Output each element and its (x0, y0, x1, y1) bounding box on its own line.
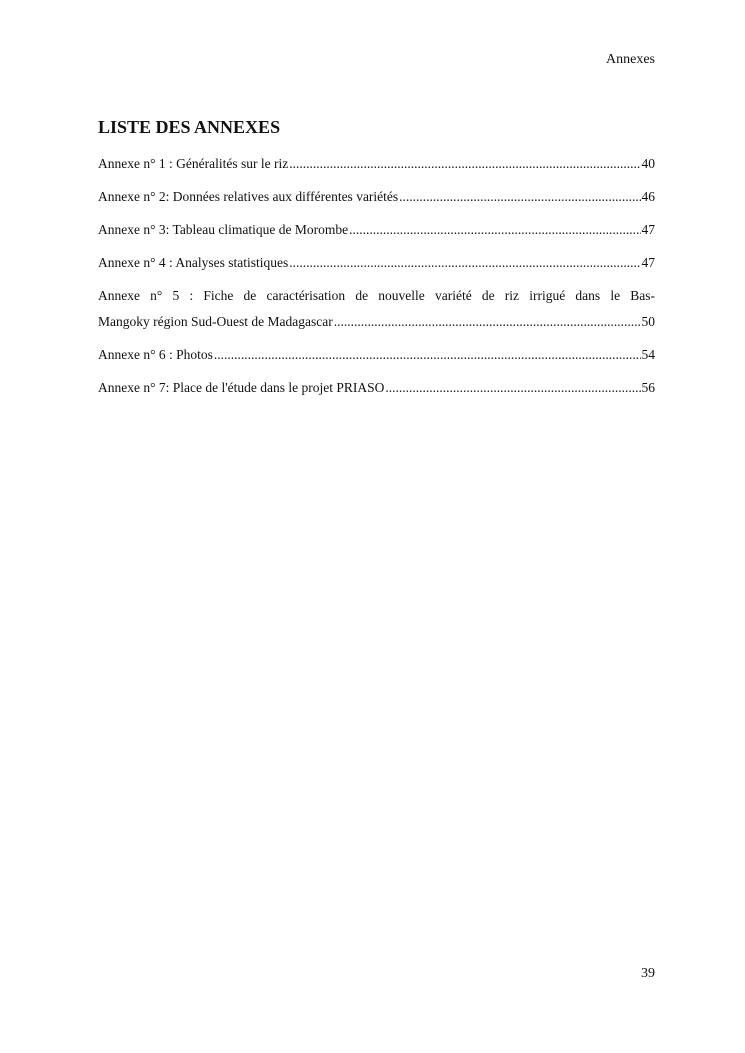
dot-leader (289, 250, 640, 276)
dot-leader (334, 309, 641, 335)
dot-leader (214, 342, 641, 368)
toc-entry-label: Annexe n° 4 : Analyses statistiques (98, 255, 289, 270)
dot-leader (385, 375, 640, 401)
page-title: LISTE DES ANNEXES (98, 117, 281, 137)
toc-entry-annexe-3[interactable] (98, 217, 655, 243)
toc-entry-annexe-7[interactable] (98, 375, 655, 401)
running-header: Annexes (606, 52, 655, 67)
toc-entry-annexe-6[interactable] (98, 342, 655, 368)
page-number: 39 (641, 966, 655, 981)
toc-entry-label-line2: Mangoky région Sud-Ouest de Madagascar (98, 314, 333, 329)
toc-entry-page: 47 (641, 222, 655, 237)
toc-entry-label: Annexe n° 7: Place de l'étude dans le projet PRIASO (98, 380, 385, 395)
toc-entry-page: 54 (641, 347, 655, 362)
dot-leader (399, 184, 640, 210)
toc-entry-annexe-2[interactable] (98, 184, 655, 210)
dot-leader (289, 151, 640, 177)
toc-entry-annexe-1[interactable] (98, 151, 655, 177)
toc-entry-label: Annexe n° 6 : Photos (98, 347, 213, 362)
toc-entry-page: 47 (641, 255, 655, 270)
toc-entry-annexe-4[interactable] (98, 250, 655, 276)
toc-entry-annexe-5[interactable] (98, 283, 655, 335)
toc-entry-label: Annexe n° 3: Tableau climatique de Morombe (98, 222, 349, 237)
toc-entry-page: 56 (641, 380, 655, 395)
toc-entry-label: Annexe n° 2: Données relatives aux différentes variétés (98, 189, 399, 204)
annex-list (98, 117, 655, 408)
toc-entry-label: Annexe n° 1 : Généralités sur le riz (98, 156, 289, 171)
toc-entry-page: 50 (641, 314, 655, 329)
dot-leader (349, 217, 640, 243)
toc-entry-page: 40 (641, 156, 655, 171)
toc-entry-page: 46 (641, 189, 655, 204)
toc-entry-label-line1: Annexe n° 5 : Fiche de caractérisation de nouvelle variété de riz irrigué dans le Bas- (98, 288, 655, 303)
